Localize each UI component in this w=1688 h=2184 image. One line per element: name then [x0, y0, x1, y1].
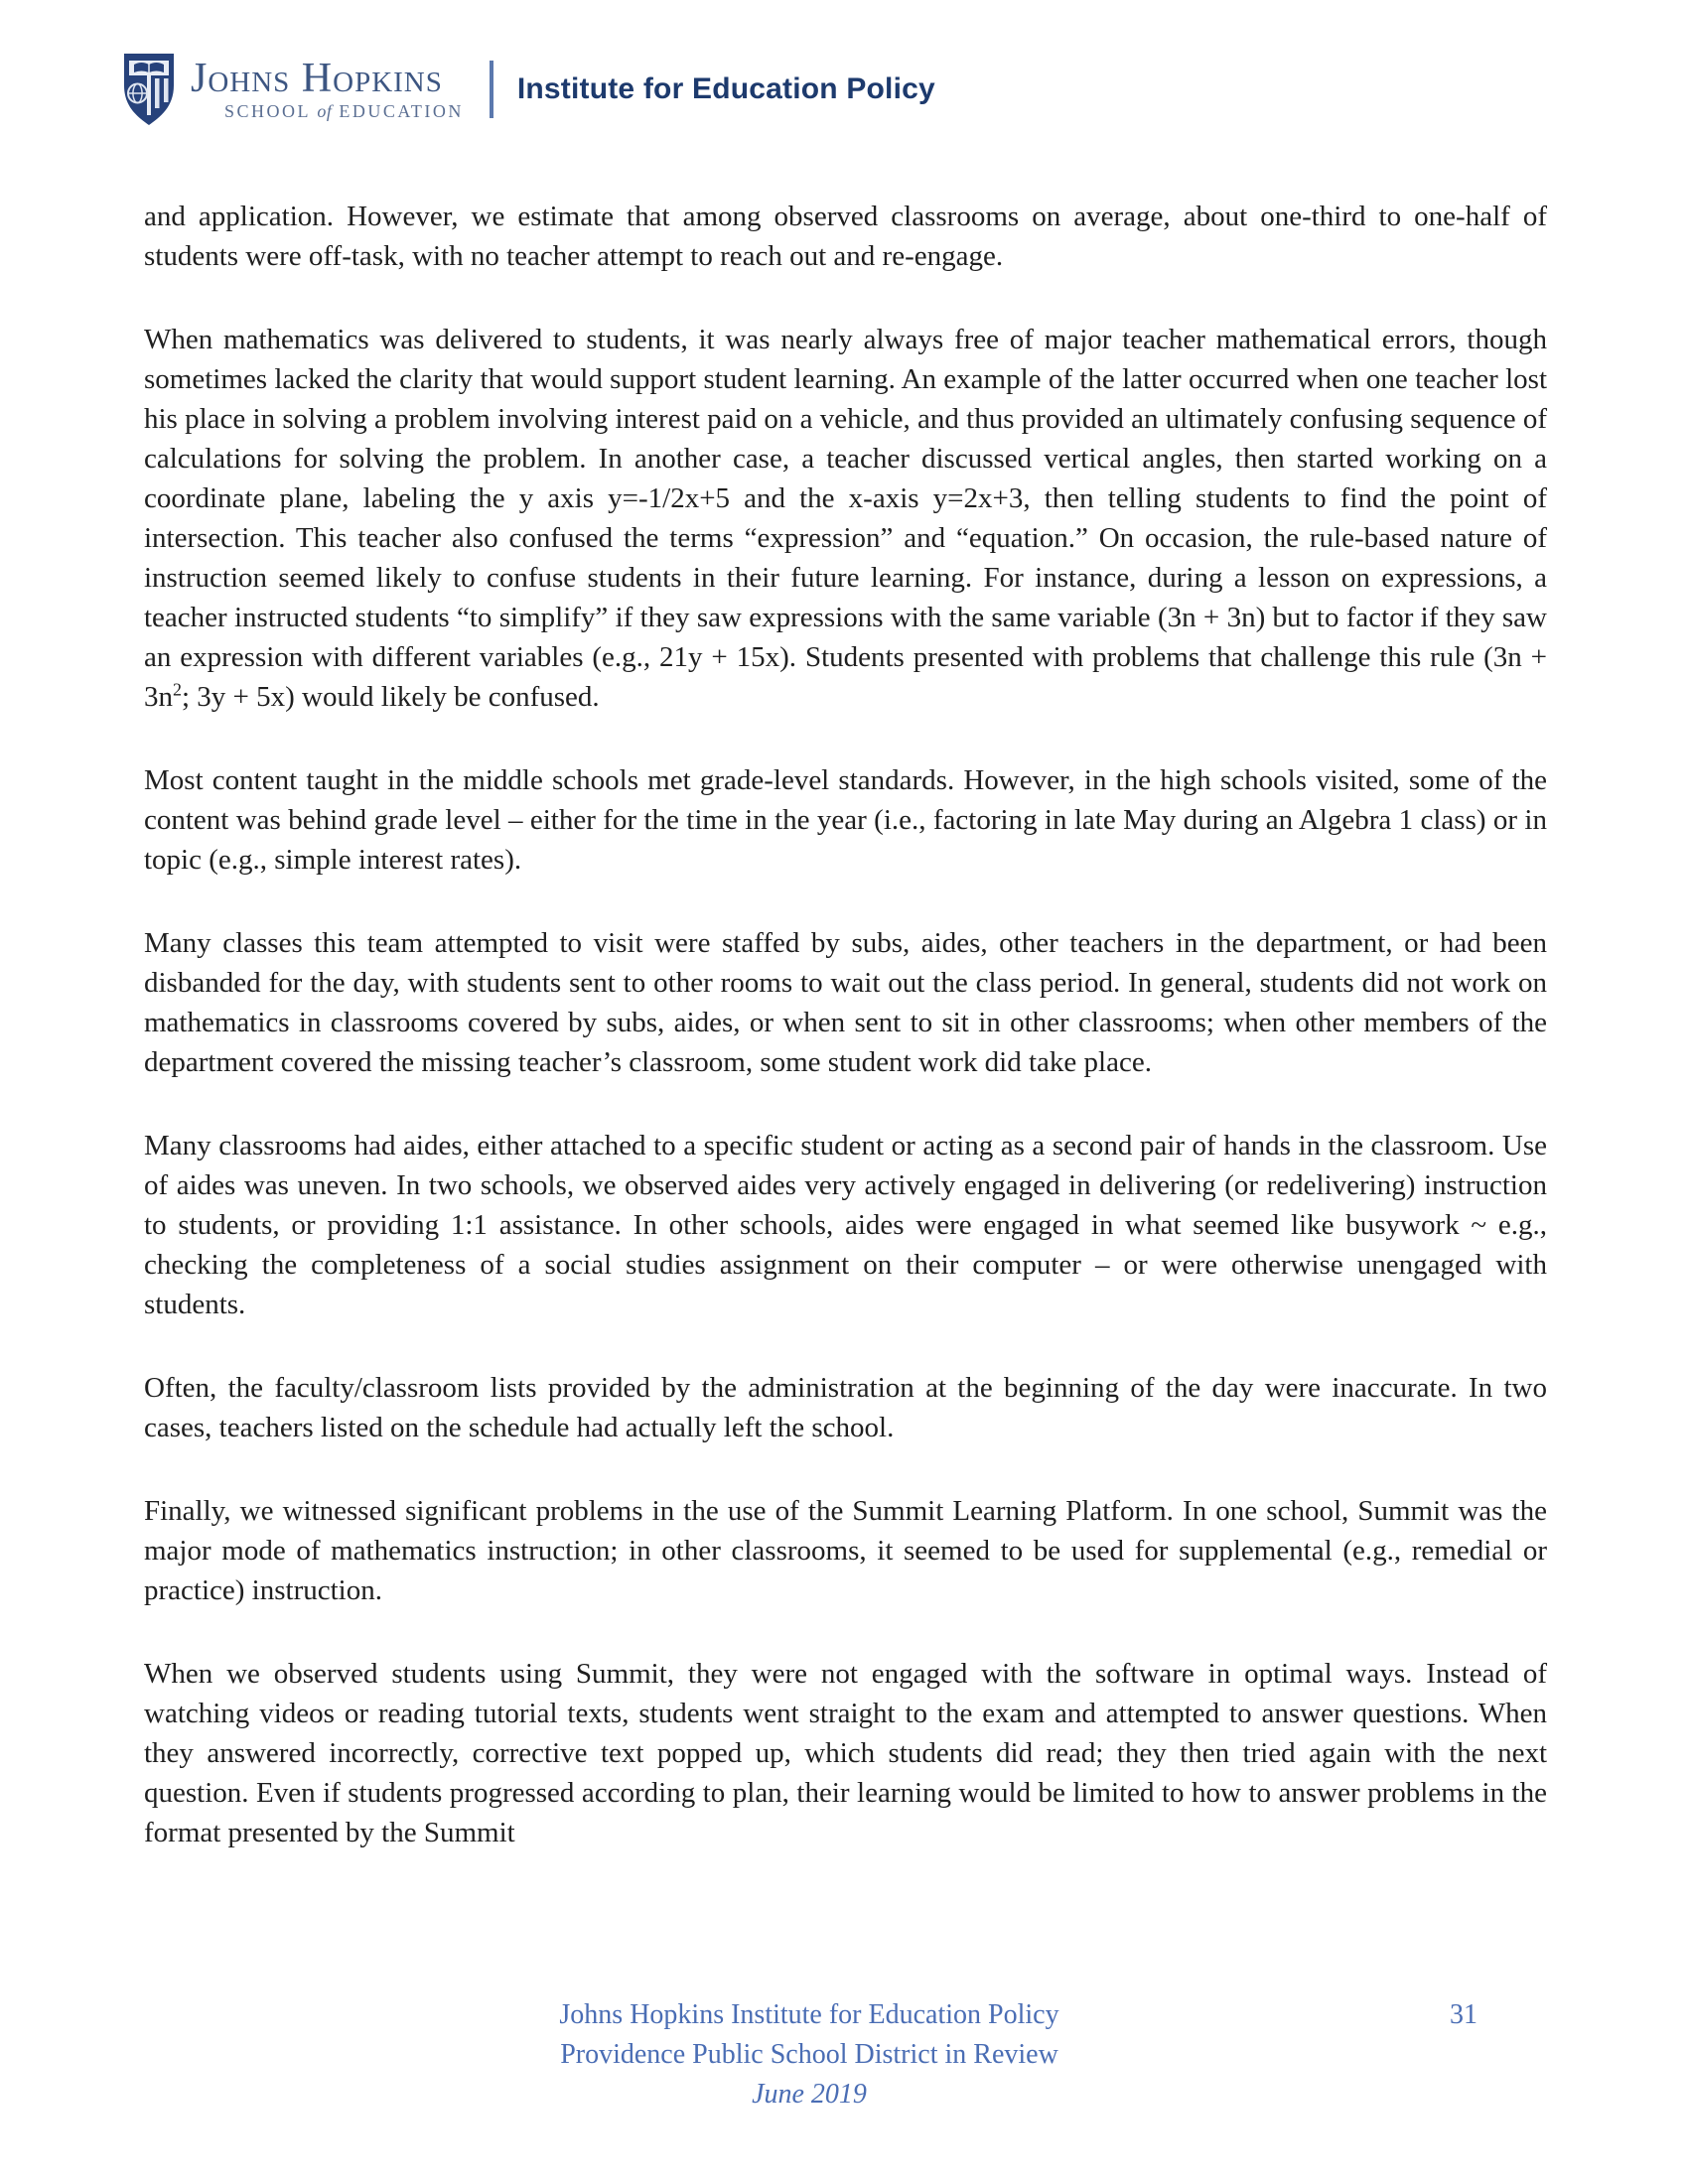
school-word-1: SCHOOL — [224, 100, 311, 121]
body-paragraph: When we observed students using Summit, they were not engaged with the software in optimal ways. Instead of watching videos or reading tutorial texts, students went straight to the exam and attempted to answer questions. When they answered incorrectly, corrective text popped up, which students did read; they then tried again with the next question. Even if students progressed according to plan, their learning would be limited to how to answer problems in the format presented by the Summit — [144, 1658, 1547, 1848]
body-paragraph: When mathematics was delivered to students, it was nearly always free of major teacher mathematical errors, though sometimes lacked the clarity that would support student learning. An example of the latter occurred when one teacher lost his place in solving a problem involving interest paid on a vehicle, and thus provided an ultimately confusing sequence of calculations for solving the problem. In another case, a teacher discussed vertical angles, then started working on a coordinate plane, labeling the y axis y=-1/2x+5 and the x-axis y=2x+3, then telling students to find the point of intersection. This teacher also confused the terms “expression” and “equation.” On occasion, the rule-based nature of instruction seemed likely to confuse students in their future learning. For instance, during a lesson on expressions, a teacher instructed students “to simplify” if they saw expressions with the same variable (3n + 3n) but to factor if they saw an expression with different variables (e.g., 21y + 15x). Students presented with problems that challenge this rule ($3n + 3n^2$; 3y + 5x) would likely be confused. — [144, 324, 1547, 713]
johns-hopkins-shield-icon — [121, 52, 177, 127]
body-paragraph: Many classrooms had aides, either attached to a specific student or acting as a second pair of hands in the classroom. Use of aides was uneven. In two schools, we observed aides very actively engaged in delivering (or redelivering) instruction to students, or providing 1:1 assistance. In other schools, aides were engaged in what seemed like busywork ~ e.g., checking the completeness of a social studies assignment on their computer – or were otherwise unengaged with students. — [144, 1130, 1547, 1320]
page-header — [121, 52, 935, 127]
header-divider — [490, 61, 493, 118]
footer-text-block — [144, 1995, 1475, 2115]
body-paragraph: Finally, we witnessed significant problems in the use of the Summit Learning Platform. In one school, Summit was the major mode of mathematics instruction; in other classrooms, it seemed to be used for supplemental (e.g., remedial or practice) instruction. — [144, 1495, 1547, 1606]
logo-text — [191, 55, 464, 122]
body-paragraph: Often, the faculty/classroom lists provided by the administration at the beginning of the day were inaccurate. In two cases, teachers listed on the schedule had actually left the school. — [144, 1372, 1547, 1443]
document-body — [144, 197, 1547, 1896]
body-paragraph: Many classes this team attempted to visit were staffed by subs, aides, other teachers in the department, or had been disbanded for the day, with students sent to other rooms to wait out the class period. In general, students did not work on mathematics in classrooms covered by subs, aides, or when sent to sit in other classrooms; when other members of the department covered the missing teacher’s classroom, some student work did take place. — [144, 927, 1547, 1078]
body-paragraph: Most content taught in the middle schools met grade-level standards. However, in the high schools visited, some of the content was behind grade level – either for the time in the year (i.e., factoring in late May during an Algebra 1 class) or in topic (e.g., simple interest rates). — [144, 764, 1547, 876]
school-name — [224, 101, 464, 122]
footer-line-report-title: Providence Public School District in Review — [560, 2039, 1058, 2070]
johns-hopkins-logo — [121, 52, 464, 127]
school-word-of: of — [317, 100, 333, 121]
institute-name: Institute for Education Policy — [516, 72, 935, 105]
school-word-2: EDUCATION — [339, 100, 464, 121]
body-paragraph: and application. However, we estimate that among observed classrooms on average, about one-third to one-half of students were off-task, with no teacher attempt to reach out and re-engage. — [144, 201, 1547, 272]
university-name: Johns Hopkins — [191, 55, 443, 101]
footer-line-date: June 2019 — [752, 2079, 867, 2110]
page-number: 31 — [1450, 1999, 1477, 2030]
footer-line-institute: Johns Hopkins Institute for Education Policy — [559, 1999, 1059, 2030]
